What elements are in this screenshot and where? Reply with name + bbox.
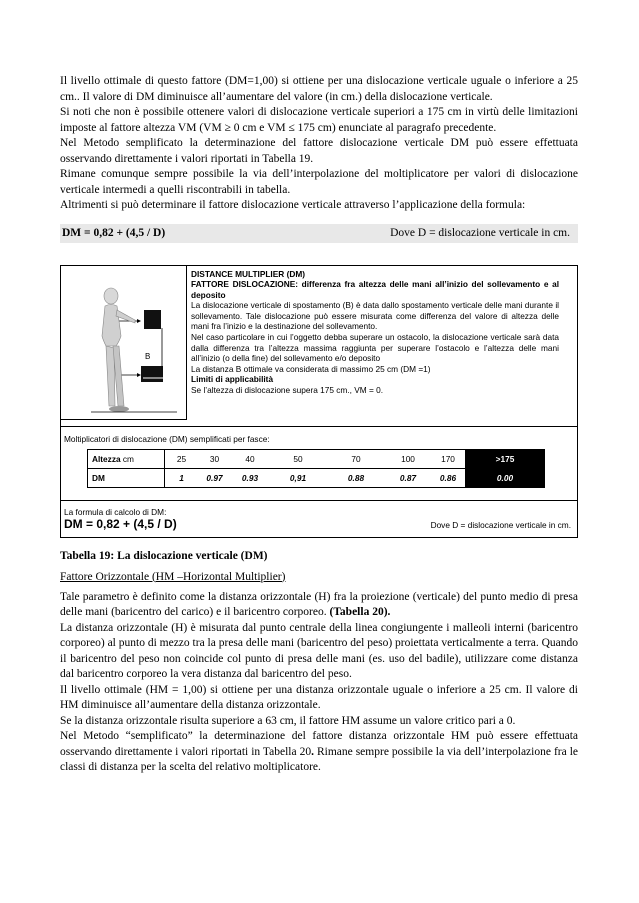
table-title: DISTANCE MULTIPLIER (DM) [191,268,305,279]
dm-cell: 0.93 [231,468,269,487]
p1-text: Tale parametro è definito come la distanza orizzontale (H) fra la proiezione (verticale) del punto medio di presa delle mani (baricentro del carico) e il baricentro corporeo. [60,590,578,618]
dm-cell: 0.88 [327,468,385,487]
paragraph-3: Nel Metodo semplificato la determinazione del fattore dislocazione verticale DM può essere effettuata osservando direttamente i valori riportati in Tabella 19. [60,137,578,165]
p5-bold: . [311,745,314,758]
dm-cell: 0.86 [431,468,465,487]
table-description [191,269,559,396]
dm-cell: 1 [165,468,199,487]
table-formula-label: La formula di calcolo di DM: [64,506,167,517]
worker-lifting-icon [61,266,186,419]
table-desc-1: La dislocazione verticale di spostamento (B) è data dallo spostamento verticale delle mani durante il sollevamento. Tale dislocazione può essere misurata come differenza del valore di altezza delle mani fra l’inizio e la destinazione del sollevamento. [191,300,559,332]
section-title: Fattore Orizzontale (HM –Horizontal Multiplier) [60,570,286,583]
p1-bold: (Tabella 20). [329,606,391,618]
section-paragraph-2: La distanza orizzontale (H) è misurata dal punto centrale della linea congiungente i malleoli interni (baricentro corporeo) al punto di mezzo tra la presa delle mani (baricentro del peso) proiettata verticalmente a terra. Quando il baricentro del peso non coincide col punto di presa delle mani (es. uso del badile), utilizzare come distanza dal baricentro corporeo la vera distanza dal baricentro del peso. [60,621,578,680]
document-page [60,74,578,776]
table-caption: Tabella 19: La dislocazione verticale (DM) [60,549,268,562]
height-unit: cm [122,453,134,464]
formula-bar [60,224,578,243]
height-cell: >175 [465,449,545,468]
dm-cell: 0.00 [465,468,545,487]
height-cell: 40 [231,449,269,468]
dm-grid [87,449,545,488]
limits-text: Se l’altezza di dislocazione supera 175 cm., VM = 0. [191,385,384,396]
dm-cell: 0.87 [385,468,431,487]
formula-note: Dove D = dislocazione verticale in cm. [390,226,570,239]
section-paragraph-3: Il livello ottimale (HM = 1,00) si ottiene per una distanza orizzontale uguale o inferiore a 25 cm. Il valore di HM diminuisce all’aumentare della distanza orizzontale. [60,683,578,711]
table-formula: DM = 0,82 + (4,5 / D) [64,516,177,531]
table-row [88,449,546,468]
paragraph-5: Altrimenti si può determinare il fattore dislocazione verticale attraverso l’applicazione della formula: [60,199,526,211]
section-paragraph-1 [60,590,578,621]
divider [61,500,577,501]
height-cell: 50 [269,449,327,468]
dm-cell: 0,91 [269,468,327,487]
fasce-label: Moltiplicatori di dislocazione (DM) semplificati per fasce: [64,433,270,444]
lifting-figure [61,266,187,420]
height-cell: 100 [385,449,431,468]
table-formula-note: Dove D = dislocazione verticale in cm. [430,519,571,530]
divider [61,426,577,427]
table-desc-3: La distanza B ottimale va considerata di massimo 25 cm (DM =1) [191,363,431,374]
table-desc-2: Nel caso particolare in cui l’oggetto debba superare un ostacolo, la dislocazione verticale sarà data dalla differenza tra l’altezza massima raggiunta per superare l’ostacolo e l’altezza delle mani all’inizio (o della fine) del sollevamento e/o deposito [191,332,559,364]
formula-text: DM = 0,82 + (4,5 / D) [62,226,166,239]
table-19 [60,265,578,538]
height-cell: 30 [198,449,231,468]
row-label-height [88,449,165,468]
section-paragraph-5 [60,729,578,776]
paragraph-2: Si noti che non è possibile ottenere valori di dislocazione verticale superiori a 175 cm in virtù delle limitazioni imposte al fattore altezza VM (VM ≥ 0 cm e VM ≤ 175 cm) enunciate al paragrafo precedente. [60,106,578,134]
height-cell: 25 [165,449,199,468]
height-cell: 70 [327,449,385,468]
height-cell: 170 [431,449,465,468]
table-row [88,468,546,487]
dm-cell: 0.97 [198,468,231,487]
row-label-dm: DM [88,468,165,487]
table-subtitle: FATTORE DISLOCAZIONE: differenza fra altezza delle mani all’inizio del sollevamento e al deposito [191,279,559,300]
figure-label: B [145,351,151,361]
p5-text: Nel Metodo “semplificato” la determinazione del fattore distanza orizzontale HM può essere effettuata osservando direttamente i valori riportati in Tabella 20 [60,730,578,758]
height-label: Altezza [92,453,121,464]
section-paragraph-4: Se la distanza orizzontale risulta superiore a 63 cm, il fattore HM assume un valore critico pari a 0. [60,714,516,727]
limits-title: Limiti di applicabilità [191,374,274,385]
paragraph-1: Il livello ottimale di questo fattore (DM=1,00) si ottiene per una dislocazione verticale uguale o inferiore a 25 cm.. Il valore di DM diminuisce all’aumentare del valore (in cm.) della dislocazione verticale. [60,75,578,103]
paragraph-4: Rimane comunque sempre possibile la via dell’interpolazione del moltiplicatore per valori di dislocazione verticale intermedi a quelli riscontrabili in tabella. [60,168,578,196]
section-body [60,590,578,776]
p5-rest: Rimane sempre possibile la via dell’interpolazione fra le classi di distanza per la scelta del relativo moltiplicatore. [60,745,578,773]
